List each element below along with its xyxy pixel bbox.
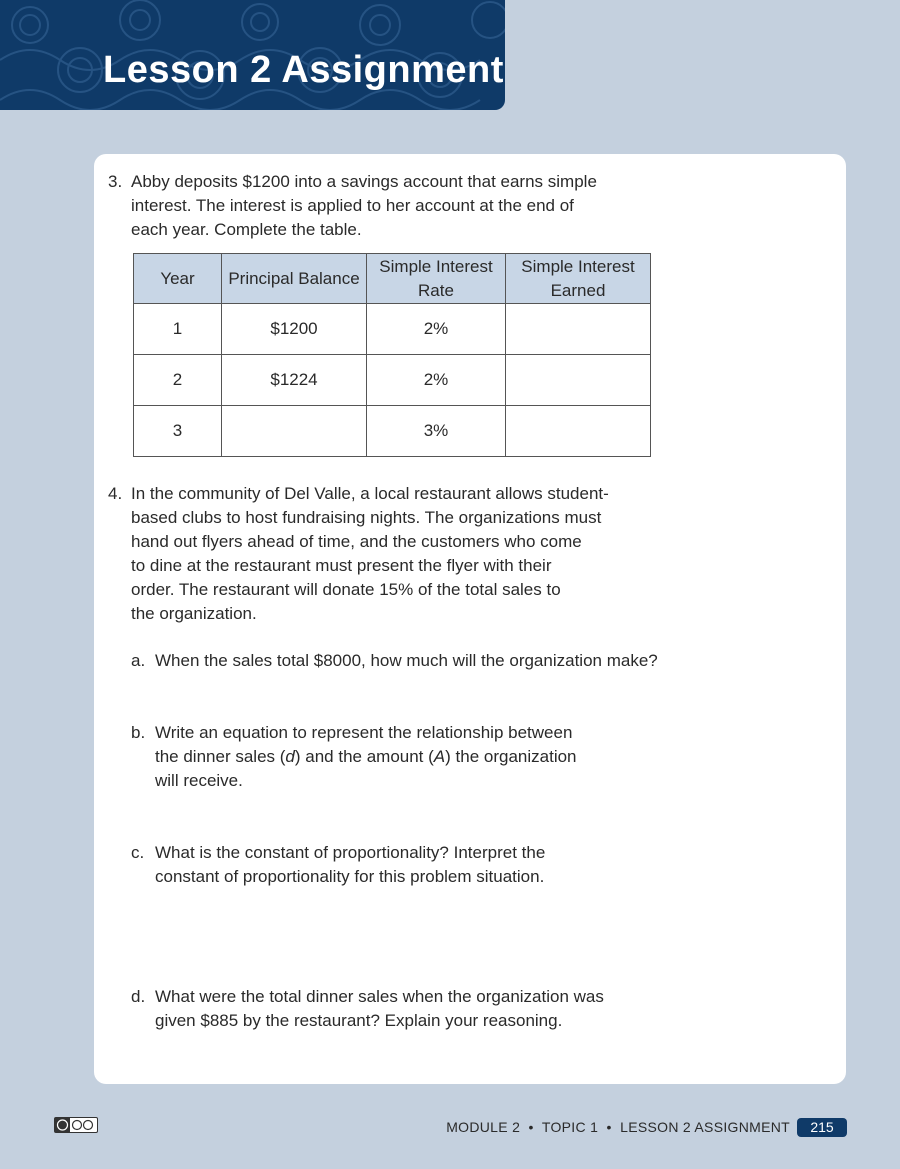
part-d-line-1: What were the total dinner sales when the organization was — [155, 987, 604, 1006]
question-3-line-3: each year. Complete the table. — [131, 220, 362, 239]
page-title: Lesson 2 Assignment — [103, 49, 504, 91]
license-badge-icon — [55, 1118, 97, 1132]
cc-by-nc-icon — [54, 1117, 98, 1133]
page-number-badge: 215 — [797, 1118, 847, 1137]
table-header-year: Year — [134, 254, 222, 304]
footer-breadcrumb-text: MODULE 2 • TOPIC 1 • LESSON 2 ASSIGNMENT — [446, 1119, 790, 1135]
answer-cell[interactable] — [506, 304, 651, 355]
question-4-line-6: the organization. — [131, 604, 257, 623]
footer-breadcrumb — [446, 1119, 790, 1135]
answer-cell[interactable] — [222, 406, 367, 457]
table-cell: $1200 — [222, 304, 367, 355]
part-d-label: d. — [131, 987, 146, 1006]
part-a-line-1: When the sales total $8000, how much will the organization make? — [155, 651, 658, 670]
table-cell: 2 — [134, 355, 222, 406]
part-b-line-3: will receive. — [155, 771, 243, 790]
answer-cell[interactable] — [506, 355, 651, 406]
question-3-line-2: interest. The interest is applied to her account at the end of — [131, 196, 574, 215]
table-cell: $1224 — [222, 355, 367, 406]
question-4-line-1: In the community of Del Valle, a local restaurant allows student- — [131, 484, 609, 503]
interest-table — [133, 253, 651, 457]
question-3-number: 3. — [108, 172, 123, 191]
table-header-rate: Simple Interest Rate — [367, 254, 506, 304]
question-4-number: 4. — [108, 484, 123, 503]
part-b-line-1: Write an equation to represent the relationship between — [155, 723, 573, 742]
table-cell: 3 — [134, 406, 222, 457]
part-c-line-2: constant of proportionality for this problem situation. — [155, 867, 545, 886]
table-cell: 1 — [134, 304, 222, 355]
table-row — [134, 304, 651, 355]
table-cell: 2% — [367, 355, 506, 406]
question-4-line-3: hand out flyers ahead of time, and the customers who come — [131, 532, 582, 551]
table-header-principal: Principal Balance — [222, 254, 367, 304]
table-row — [134, 406, 651, 457]
question-4-line-2: based clubs to host fundraising nights. The organizations must — [131, 508, 602, 527]
part-a-label: a. — [131, 651, 146, 670]
table-header-row — [134, 254, 651, 304]
part-d-line-2: given $885 by the restaurant? Explain your reasoning. — [155, 1011, 563, 1030]
table-header-earned: Simple Interest Earned — [506, 254, 651, 304]
table-row — [134, 355, 651, 406]
question-4-line-5: order. The restaurant will donate 15% of the total sales to — [131, 580, 561, 599]
part-c-label: c. — [131, 843, 145, 862]
lesson-banner — [0, 0, 505, 110]
table-cell: 2% — [367, 304, 506, 355]
table-cell: 3% — [367, 406, 506, 457]
question-3-line-1: Abby deposits $1200 into a savings account that earns simple — [131, 172, 597, 191]
part-b-label: b. — [131, 723, 146, 742]
question-4-line-4: to dine at the restaurant must present the flyer with their — [131, 556, 552, 575]
answer-cell[interactable] — [506, 406, 651, 457]
part-b-line-2: the dinner sales (d) and the amount (A) the organization — [155, 747, 577, 766]
part-c-line-1: What is the constant of proportionality? Interpret the — [155, 843, 546, 862]
